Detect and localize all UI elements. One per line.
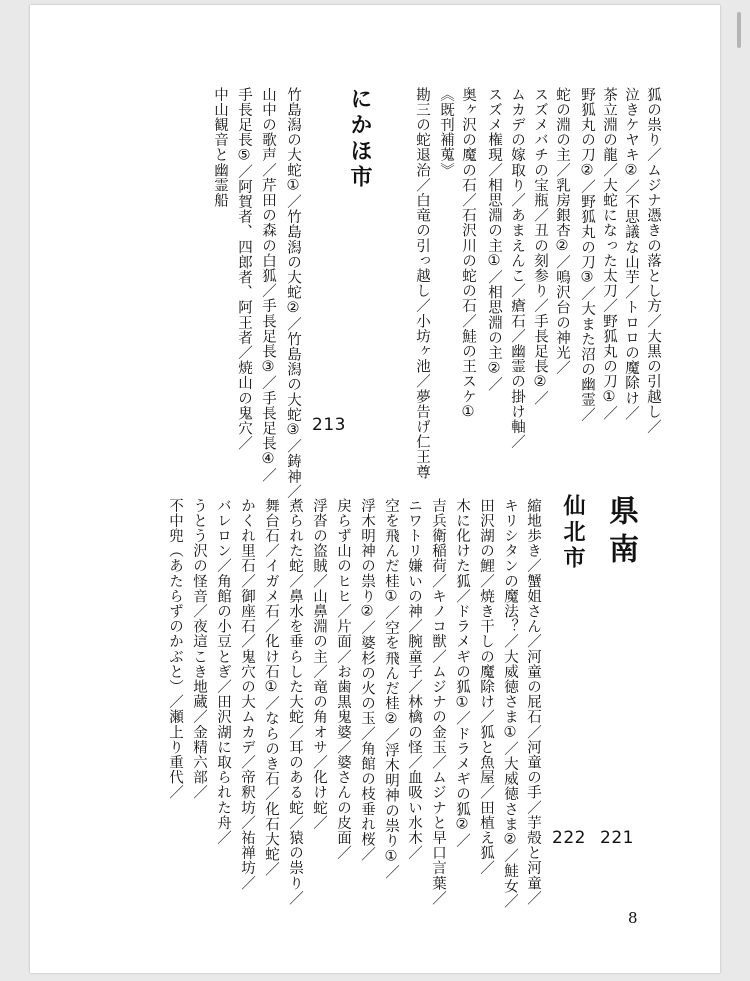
toc-column: 木に化けた狐／ドラメギの狐①／ドラメギの狐②／ <box>454 498 470 849</box>
toc-column: ニワトリ嫌いの神／腕童子／林檎の怪／血吸い水木／ <box>406 498 422 861</box>
toc-column: スズメバチの宝瓶／丑の刻参り／手長足長②／ <box>532 87 548 406</box>
city-heading-nikaho: にかほ市 <box>347 87 372 191</box>
toc-column: 田沢湖の鯉／焼き干しの魔除け／狐と魚屋／田植え狐／ <box>478 498 494 876</box>
toc-column: 浮沓の盗賊／山鼻淵の主／竜の角オサ／化け蛇／ <box>311 498 327 831</box>
toc-column: ムカデの嫁取り／あまえんこ／瘡石／幽霊の掛け軸／ <box>509 87 525 450</box>
city-heading-senboku: 仙北市 <box>560 494 585 572</box>
toc-column: 泣きケヤキ②／不思議な山芋／トロロの魔除け／ <box>623 87 639 421</box>
toc-column: 戻らず山のヒヒ／片面／お歯黒鬼婆／婆さんの皮面／ <box>335 498 351 861</box>
toc-column: 中山観音と幽霊船 <box>212 87 228 208</box>
toc-column: 奥ヶ沢の魔の石／石沢川の蛇の石／鮭の王スケ① <box>460 87 476 421</box>
toc-column: 竹島潟の大蛇①／竹島潟の大蛇②／竹島潟の大蛇③／鋳神／ <box>285 87 301 500</box>
toc-column: 縮地歩き／蟹姐さん／河童の屁石／河童の手／芋殻と河童／ <box>525 498 541 906</box>
toc-column: 空を飛んだ桂①／空を飛んだ桂②／浮木明神の祟り①／ <box>383 498 399 880</box>
toc-column: 野狐丸の刀②／野狐丸の刀③／大また沼の幽霊／ <box>579 87 595 423</box>
prefecture-page-number: 221 <box>600 828 634 848</box>
toc-column: うとう沢の怪音／夜這こき地蔵／金精六部／ <box>191 498 207 800</box>
section-label-kikan: 《既刊補蒐》 <box>438 87 454 178</box>
page-number: 8 <box>628 909 638 927</box>
toc-column: 蛇の淵の主／乳房銀杏②／鳴沢台の神光／ <box>554 87 570 376</box>
toc-column: 不中兜（あたらずのかぶと）／瀬上り重代／ <box>167 498 183 800</box>
city-page-number: 213 <box>312 415 346 435</box>
city-page-number: 222 <box>552 828 586 848</box>
toc-column: 浮木明神の祟り②／婆杉の火の玉／角館の枝垂れ桜／ <box>359 498 375 862</box>
toc-column: かくれ里石／御座石／鬼穴の大ムカデ／帝釈坊／祐禅坊／ <box>239 498 255 891</box>
toc-column: 山中の歌声／芹田の森の白狐／手長足長③／手長足長④／ <box>260 87 276 483</box>
toc-column: スズメ権現／相思淵の主①／相思淵の主②／ <box>486 87 502 392</box>
toc-column: 茶立淵の龍／大蛇になった太刀／野狐丸の刀①／ <box>601 87 617 421</box>
toc-column: キリシタンの魔法？／大威徳さま①／大威徳さま②／鮭女／ <box>502 498 518 909</box>
toc-column: 勘三の蛇退治／白竜の引っ越し／小坊ヶ池／夢告げ仁王尊 <box>414 87 430 480</box>
toc-column: 狐の祟り／ムジナ憑きの落とし方／大黒の引越し／ <box>645 87 661 435</box>
toc-column: バレロン／角館の小豆とぎ／田沢湖に取られた舟／ <box>215 498 231 846</box>
toc-column: 舞台石／イガメ石／化け石①／ならのき石／化石大蛇／ <box>263 498 279 877</box>
document-page <box>30 5 720 973</box>
toc-column: 手長足長⑤／阿賀者、四郎者、阿王者／焼山の鬼穴／ <box>236 87 252 451</box>
toc-column: 吉兵衛稲荷／キノコ獣／ムジナの金玉／ムジナと早口言葉／ <box>430 498 446 906</box>
prefecture-heading-kennan: 県南 <box>603 495 638 571</box>
scrollbar-thumb[interactable] <box>737 12 741 48</box>
toc-column: 煮られた蛇／鼻水を垂らした大蛇／耳のある蛇／猿の祟り／ <box>287 498 303 906</box>
